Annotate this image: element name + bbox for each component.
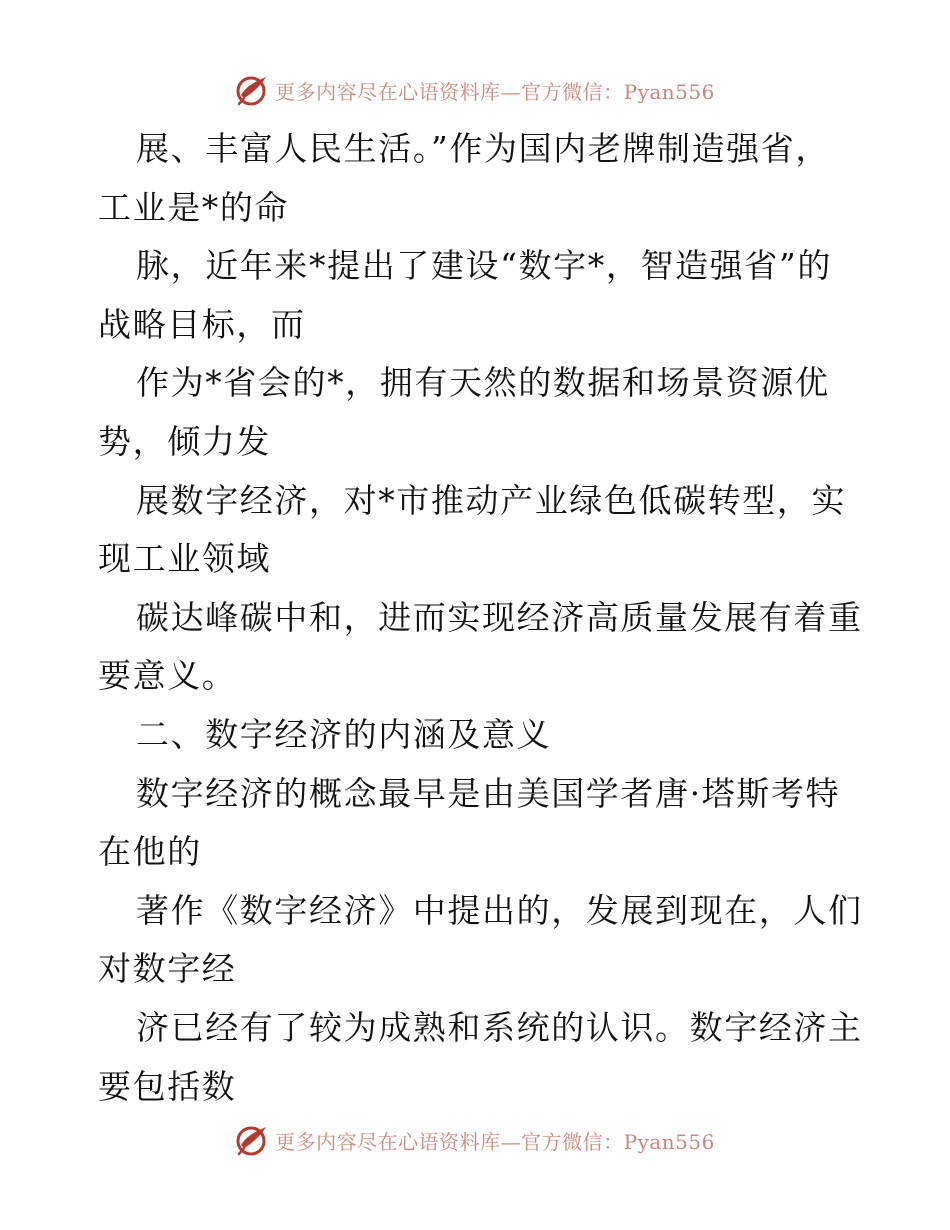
text-line: 展、丰富人民生活。”作为国内老牌制造强省， xyxy=(136,129,830,168)
text-line: 工业是*的命 xyxy=(98,187,290,227)
text-line: 势，倾力发 xyxy=(98,421,271,461)
text-line: 对数字经 xyxy=(98,949,237,989)
text-line: 脉，近年来*提出了建设“数字*，智造强省”的 xyxy=(136,246,832,286)
text-line: 要包括数 xyxy=(98,1066,237,1106)
text-line: 要意义。 xyxy=(98,656,237,696)
text-line: 现工业领域 xyxy=(98,539,271,579)
text-line: 碳达峰碳中和，进而实现经济高质量发展有着重 xyxy=(136,597,863,637)
quill-logo-icon xyxy=(235,1123,269,1157)
quill-logo-icon xyxy=(235,73,269,107)
header-banner-text: 更多内容尽在心语资料库—官方微信：Pyan556 xyxy=(275,79,715,104)
text-line: 著作《数字经济》中提出的，发展到现在，人们 xyxy=(136,890,863,930)
text-line: 济已经有了较为成熟和系统的认识。数字经济主 xyxy=(136,1007,863,1047)
footer-banner xyxy=(0,1120,950,1160)
text-line: 展数字经济，对*市推动产业绿色低碳转型，实 xyxy=(136,480,847,520)
text-line: 作为*省会的*，拥有天然的数据和场景资源优 xyxy=(136,363,830,403)
text-line: 二、数字经济的内涵及意义 xyxy=(136,714,552,754)
text-line: 战略目标，而 xyxy=(98,304,306,344)
text-line: 在他的 xyxy=(98,832,202,872)
document-body xyxy=(98,120,863,1116)
header-banner xyxy=(0,70,950,110)
text-line: 数字经济的概念最早是由美国学者唐·塔斯考特 xyxy=(136,773,841,813)
footer-banner-text: 更多内容尽在心语资料库—官方微信：Pyan556 xyxy=(275,1129,715,1154)
